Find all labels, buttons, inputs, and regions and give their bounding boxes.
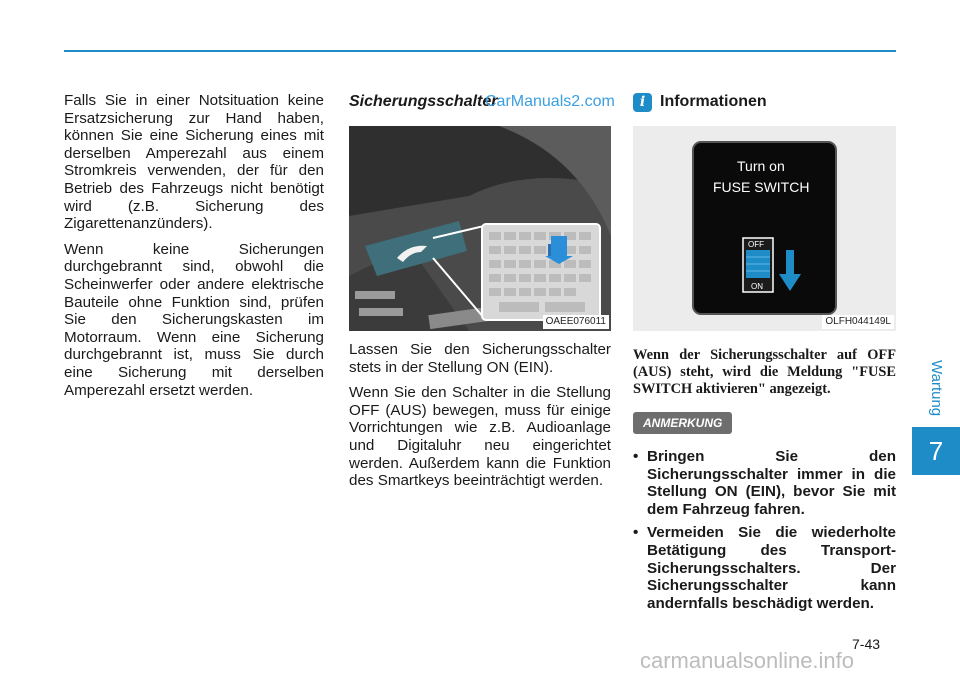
info-header <box>633 92 896 112</box>
image-caption: Wenn der Sicherungsschalter auf OFF (AUS) steht, wird die Meldung "FUSE SWITCH aktivieren" angezeigt. <box>633 347 896 397</box>
chapter-tab[interactable]: 7 <box>912 427 960 475</box>
info-title: Informationen <box>660 93 767 110</box>
note-item: • Vermeiden Sie die wiederholte Betätigung des Transport-Sicherungsschalters. Der Sicherungsschalter kann andernfalls beschädigt werden. <box>633 524 896 612</box>
note-badge: ANMERKUNG <box>633 412 732 434</box>
page-number: 7-43 <box>852 636 881 652</box>
note-text: Bringen Sie den Sicherungsschalter immer in die Stellung ON (EIN), bevor Sie mit dem Fahrzeug fahren. <box>647 448 896 518</box>
watermark[interactable]: CarManuals2.com <box>485 93 615 110</box>
section-tab-label: Wartung <box>928 360 945 417</box>
fuse-switch-message-illustration <box>633 126 896 331</box>
image-code: OLFH044149L <box>822 315 894 329</box>
paragraph: Wenn keine Sicherungen durchgebrannt sind, obwohl die Scheinwerfer oder andere elektrische Bauteile ohne Funktion sind, prüfen Sie den Sicherungskasten im Motorraum. Wenn eine Sicherung durchgebrannt ist, muss Sie durch eine Sicherung mit derselben Amperezahl ersetzt werden. <box>64 240 324 399</box>
paragraph: Falls Sie in einer Notsituation keine Ersatzsicherung zur Hand haben, können Sie eine Sicherung eines mit derselben Amperezahl aus einem Stromkreis verwenden, der für den Betrieb des Fahrzeugs nicht benötigt wird (z.B. Sicherung des Zigarettenanzünders). <box>64 92 324 233</box>
fuse-box-illustration <box>349 126 611 331</box>
display-line-2: FUSE SWITCH <box>713 179 810 195</box>
notes-list <box>633 448 896 612</box>
display-line-1: Turn on <box>737 158 785 174</box>
left-column <box>64 92 324 407</box>
image-code: OAEE076011 <box>543 315 609 329</box>
right-column <box>633 92 896 618</box>
paragraph: Lassen Sie den Sicherungsschalter stets in der Stellung ON (EIN). <box>349 341 611 376</box>
info-icon: i <box>633 93 652 112</box>
fuse-box-photo <box>349 126 611 331</box>
section-title: Sicherungsschalter <box>349 93 498 110</box>
switch-on-label: ON <box>751 282 763 291</box>
middle-column <box>349 92 611 498</box>
paragraph: Wenn Sie den Schalter in die Stellung OFF (AUS) bewegen, muss für einige Vorrichtungen wie z.B. Audioanlage und Digitaluhr neu eingerichtet werden. Außerdem kann die Funktion des Smartkeys beeinträchtigt werden. <box>349 384 611 490</box>
footer-watermark[interactable]: carmanualsonline.info <box>640 648 855 673</box>
cluster-display-image <box>633 126 896 331</box>
switch-off-label: OFF <box>748 240 764 249</box>
note-item: • Bringen Sie den Sicherungsschalter immer in die Stellung ON (EIN), bevor Sie mit dem Fahrzeug fahren. <box>633 448 896 518</box>
note-text: Vermeiden Sie die wiederholte Betätigung des Transport-Sicherungsschalters. Der Sicherungsschalter kann andernfalls beschädigt werden. <box>647 524 896 612</box>
header-rule <box>64 50 896 52</box>
